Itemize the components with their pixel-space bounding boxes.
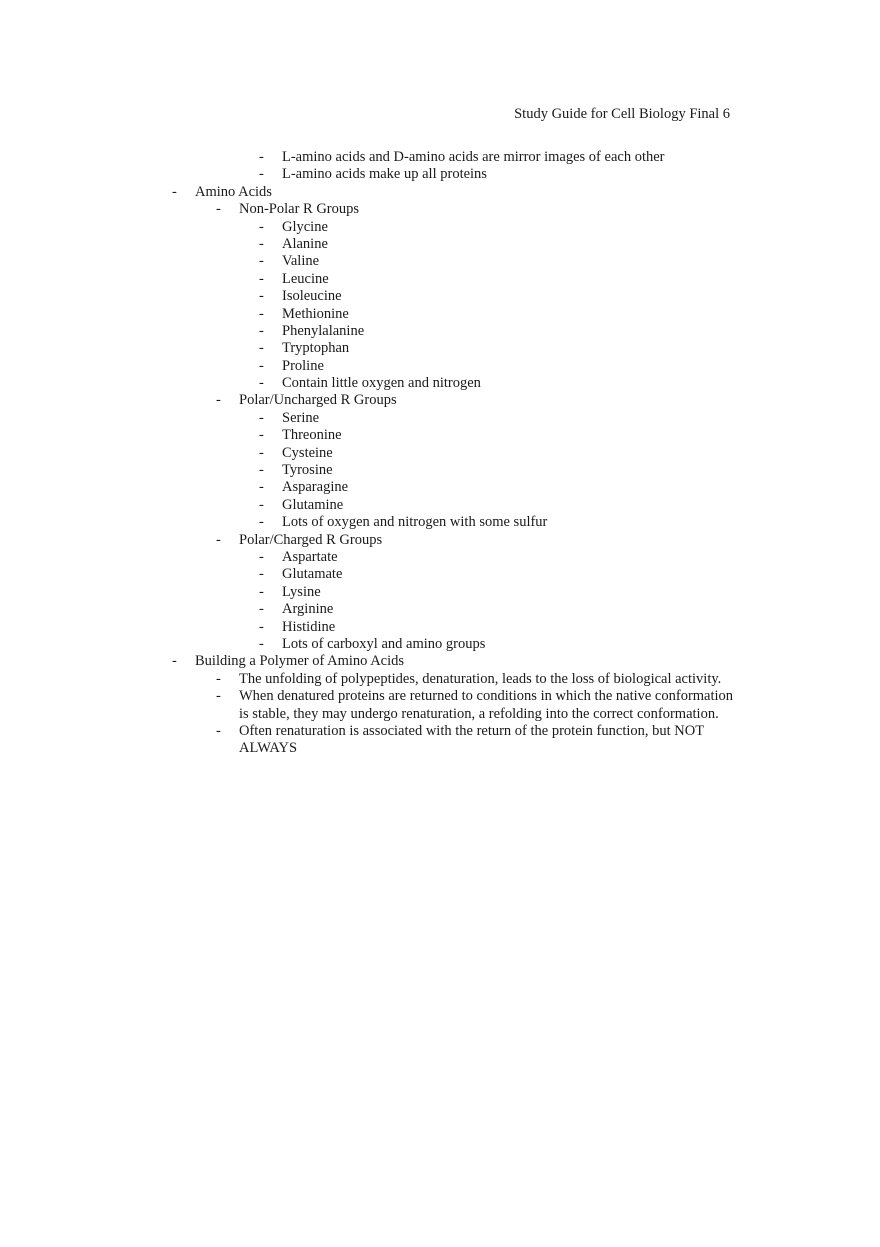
list-item	[0, 549, 880, 566]
subsection-heading	[0, 392, 880, 409]
subsection-heading-text: Polar/Charged R Groups	[239, 531, 383, 548]
bullet-dash: -	[259, 444, 264, 461]
list-item-text: Methionine	[282, 305, 349, 322]
list-item-text: Threonine	[282, 427, 342, 444]
bullet-dash: -	[216, 531, 221, 548]
section-heading-text: Building a Polymer of Amino Acids	[195, 653, 405, 670]
list-item	[0, 584, 880, 601]
list-item	[0, 149, 880, 166]
list-item-text: Tyrosine	[282, 462, 333, 479]
bullet-dash: -	[259, 218, 264, 235]
subsection-heading	[0, 201, 880, 218]
list-item-text: Histidine	[282, 618, 336, 635]
list-item-text: Phenylalanine	[282, 322, 365, 339]
list-item-text: Alanine	[282, 235, 328, 252]
bullet-dash: -	[259, 566, 264, 583]
list-item	[0, 410, 880, 427]
bullet-dash: -	[216, 688, 221, 705]
list-item	[0, 688, 880, 723]
bullet-dash: -	[259, 635, 264, 652]
bullet-dash: -	[259, 496, 264, 513]
list-item	[0, 497, 880, 514]
page-header: Study Guide for Cell Biology Final 6	[514, 106, 730, 122]
subsection-heading-text: Non-Polar R Groups	[239, 201, 360, 218]
list-item	[0, 479, 880, 496]
bullet-dash: -	[259, 601, 264, 618]
bullet-dash: -	[259, 375, 264, 392]
bullet-dash: -	[172, 183, 177, 200]
list-item	[0, 219, 880, 236]
list-item	[0, 514, 880, 531]
bullet-dash: -	[216, 201, 221, 218]
list-item-text: Lysine	[282, 583, 321, 600]
bullet-dash: -	[259, 548, 264, 565]
list-item	[0, 236, 880, 253]
list-item-text: Lots of carboxyl and amino groups	[282, 635, 486, 652]
list-item-text: Proline	[282, 357, 324, 374]
list-item-text: When denatured proteins are returned to conditions in which the native conformation is stable, they may undergo renaturation, a refolding into the correct conformation.	[239, 688, 734, 722]
outline	[0, 149, 880, 758]
list-item	[0, 166, 880, 183]
bullet-dash: -	[259, 253, 264, 270]
list-item-text: Glutamine	[282, 496, 344, 513]
bullet-dash: -	[259, 583, 264, 600]
list-item	[0, 306, 880, 323]
list-item	[0, 566, 880, 583]
list-item-text: L-amino acids and D-amino acids are mirror images of each other	[282, 149, 665, 165]
list-item-text: Asparagine	[282, 479, 349, 496]
bullet-dash: -	[259, 149, 264, 165]
list-item-text: Serine	[282, 409, 320, 426]
bullet-dash: -	[259, 409, 264, 426]
list-item-text: Tryptophan	[282, 340, 350, 357]
list-item-text: Glycine	[282, 218, 328, 235]
bullet-dash: -	[172, 653, 177, 670]
list-item-text: Cysteine	[282, 444, 333, 461]
list-item-text: The unfolding of polypeptides, denaturation, leads to the loss of biological activity.	[239, 670, 722, 687]
section-heading	[0, 653, 880, 670]
list-item-text: L-amino acids make up all proteins	[282, 166, 487, 183]
bullet-dash: -	[259, 305, 264, 322]
bullet-dash: -	[259, 340, 264, 357]
bullet-dash: -	[216, 392, 221, 409]
list-item	[0, 340, 880, 357]
list-item-text: Aspartate	[282, 548, 338, 565]
list-item	[0, 445, 880, 462]
list-item-text: Leucine	[282, 270, 329, 287]
bullet-dash: -	[216, 670, 221, 687]
list-item	[0, 671, 880, 688]
list-item-text: Contain little oxygen and nitrogen	[282, 375, 481, 392]
bullet-dash: -	[259, 357, 264, 374]
list-item	[0, 253, 880, 270]
list-item	[0, 358, 880, 375]
bullet-dash: -	[259, 514, 264, 531]
list-item	[0, 619, 880, 636]
list-item	[0, 427, 880, 444]
bullet-dash: -	[259, 235, 264, 252]
bullet-dash: -	[259, 270, 264, 287]
bullet-dash: -	[259, 166, 264, 183]
list-item-text: Isoleucine	[282, 288, 342, 305]
bullet-dash: -	[259, 462, 264, 479]
bullet-dash: -	[216, 722, 221, 739]
list-item	[0, 323, 880, 340]
list-item-text: Often renaturation is associated with the return of the protein function, but NOT ALWAYS	[239, 722, 704, 757]
list-item	[0, 271, 880, 288]
list-item	[0, 636, 880, 653]
bullet-dash: -	[259, 618, 264, 635]
list-item	[0, 723, 880, 758]
list-item-text: Lots of oxygen and nitrogen with some sulfur	[282, 514, 548, 531]
bullet-dash: -	[259, 479, 264, 496]
bullet-dash: -	[259, 322, 264, 339]
bullet-dash: -	[259, 427, 264, 444]
subsection-heading-text: Polar/Uncharged R Groups	[239, 392, 397, 409]
bullet-dash: -	[259, 288, 264, 305]
list-item	[0, 601, 880, 618]
list-item-text: Valine	[282, 253, 320, 270]
subsection-heading	[0, 532, 880, 549]
list-item	[0, 462, 880, 479]
section-heading-text: Amino Acids	[195, 183, 272, 200]
section-heading	[0, 184, 880, 201]
list-item-text: Arginine	[282, 601, 334, 618]
list-item-text: Glutamate	[282, 566, 343, 583]
list-item	[0, 375, 880, 392]
list-item	[0, 288, 880, 305]
